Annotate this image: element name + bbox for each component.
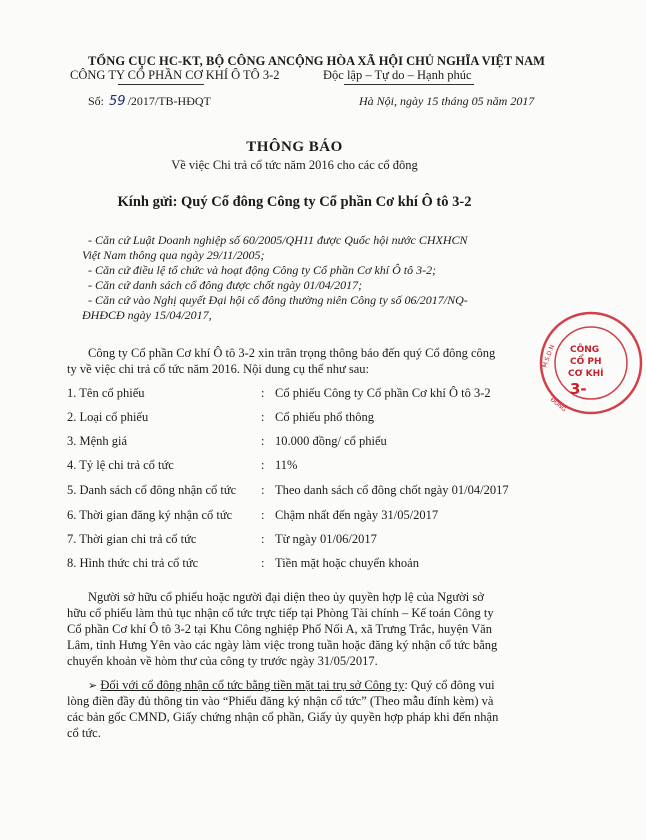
detail-value: Tiền mặt hoặc chuyển khoản [275, 556, 419, 570]
detail-colon: : [261, 434, 265, 448]
arrow-bullet-icon: ➢ [88, 679, 98, 692]
intro-line: Công ty Cổ phần Cơ khí Ô tô 3-2 xin trân trọng thông báo đến quý Cổ đông công [88, 346, 496, 360]
ref-prefix: Số: [88, 94, 105, 108]
detail-label: 4. Tỷ lệ chi trả cổ tức [67, 458, 174, 472]
detail-label: 1. Tên cổ phiếu [67, 386, 145, 400]
detail-value: Cổ phiếu phổ thông [275, 410, 374, 424]
body-line: Người sở hữu cổ phiếu hoặc người đại diện theo ủy quyền hợp lệ của Người sở [88, 590, 484, 604]
seal-text-line2: CỔ PH [570, 357, 602, 367]
document-title: THÔNG BÁO [246, 139, 343, 155]
seal-text-line3: CƠ KHÍ [568, 369, 604, 379]
detail-colon: : [261, 483, 265, 497]
body-line: hữu cổ phiếu làm thủ tục nhận cổ tức trực tiếp tại Phòng Tài chính – Kế toán Công ty [67, 606, 494, 620]
national-title: CỘNG HÒA XÃ HỘI CHỦ NGHĨA VIỆT NAM [286, 54, 545, 68]
detail-value: Chậm nhất đến ngày 31/05/2017 [275, 508, 439, 522]
detail-colon: : [261, 386, 265, 400]
detail-colon: : [261, 532, 265, 546]
national-motto: Độc lập – Tự do – Hạnh phúc [323, 68, 472, 82]
motto-underline [344, 84, 474, 85]
detail-colon: : [261, 410, 265, 424]
bullet-first-line [88, 678, 495, 693]
detail-colon: : [261, 556, 265, 570]
detail-value: Theo danh sách cổ đông chốt ngày 01/04/2017 [275, 483, 509, 497]
detail-label: 8. Hình thức chi trả cổ tức [67, 556, 199, 570]
body-line: Cổ phần Cơ khí Ô tô 3-2 tại Khu Công nghiệp Phố Nối A, xã Trưng Trắc, huyện Văn [67, 622, 492, 636]
seal-text-line4: 3- [570, 380, 587, 398]
company-seal [536, 308, 646, 418]
detail-colon: : [261, 458, 265, 472]
detail-colon: : [261, 508, 265, 522]
body-line: chuyển khoản về hòm thư của công ty trước ngày 31/05/2017. [67, 654, 378, 668]
greeting: Kính gửi: Quý Cổ đông Công ty Cổ phần Cơ khí Ô tô 3-2 [117, 194, 472, 210]
document-subject: Về việc Chi trả cổ tức năm 2016 cho các cổ đông [171, 158, 418, 172]
org-underline [118, 84, 204, 85]
detail-label: 5. Danh sách cổ đông nhận cổ tức [67, 483, 237, 497]
ref-suffix: /2017/TB-HĐQT [127, 94, 211, 108]
ref-handwritten-number: 59 [109, 94, 126, 109]
basis-line: - Căn cứ Luật Doanh nghiệp số 60/2005/QH11 được Quốc hội nước CHXHCN [88, 233, 468, 247]
bullet-line: cổ tức. [67, 726, 101, 740]
basis-line: Việt Nam thông qua ngày 29/11/2005; [82, 248, 265, 262]
bullet-heading: Đối với cổ đông nhận cổ tức bằng tiền mặt tại trụ sở Công ty [100, 678, 405, 692]
basis-line: - Căn cứ vào Nghị quyết Đại hội cổ đông thường niên Công ty số 06/2017/NQ- [88, 293, 468, 307]
detail-value: Từ ngày 01/06/2017 [275, 532, 377, 546]
detail-label: 3. Mệnh giá [67, 434, 128, 448]
detail-value: 10.000 đồng/ cổ phiếu [275, 434, 387, 448]
detail-label: 7. Thời gian chi trả cổ tức [67, 532, 197, 546]
body-line: Lâm, tỉnh Hưng Yên vào các ngày làm việc trong tuần hoặc đăng ký nhận cổ tức bằng [67, 638, 498, 652]
detail-value: Cổ phiếu Công ty Cổ phần Cơ khí Ô tô 3-2 [275, 386, 491, 400]
bullet-text: : Quý cổ đông vui [404, 678, 495, 692]
detail-label: 6. Thời gian đăng ký nhận cổ tức [67, 508, 233, 522]
org-name-line2: CÔNG TY CỔ PHẦN CƠ KHÍ Ô TÔ 3-2 [70, 68, 280, 82]
org-name-line1: TỔNG CỤC HC-KT, BỘ CÔNG AN [88, 54, 287, 68]
bullet-line: các bản gốc CMND, Giấy chứng nhận cổ phần, Giấy ủy quyền hợp pháp khi đến nhận [67, 710, 499, 724]
basis-line: ĐHĐCĐ ngày 15/04/2017, [82, 308, 212, 322]
basis-line: - Căn cứ điều lệ tổ chức và hoạt động Công ty Cổ phần Cơ khí Ô tô 3-2; [88, 263, 437, 277]
document-date: Hà Nội, ngày 15 tháng 05 năm 2017 [359, 94, 535, 108]
svg-text:M.S.D.N: M.S.D.N [541, 343, 557, 369]
detail-value: 11% [275, 458, 298, 472]
reference-number [88, 94, 211, 109]
seal-text-line1: CÔNG [570, 345, 600, 355]
bullet-line: lòng điền đầy đủ thông tin vào “Phiếu đăng ký nhận cổ tức” (Theo mẫu đính kèm) và [67, 694, 494, 708]
svg-text:ĐỐNG: ĐỐNG [548, 396, 568, 414]
intro-line: ty về việc chi trả cổ tức năm 2016. Nội dung cụ thể như sau: [67, 362, 370, 376]
detail-label: 2. Loại cổ phiếu [67, 410, 149, 424]
basis-line: - Căn cứ danh sách cổ đông được chốt ngày 01/04/2017; [88, 278, 363, 292]
